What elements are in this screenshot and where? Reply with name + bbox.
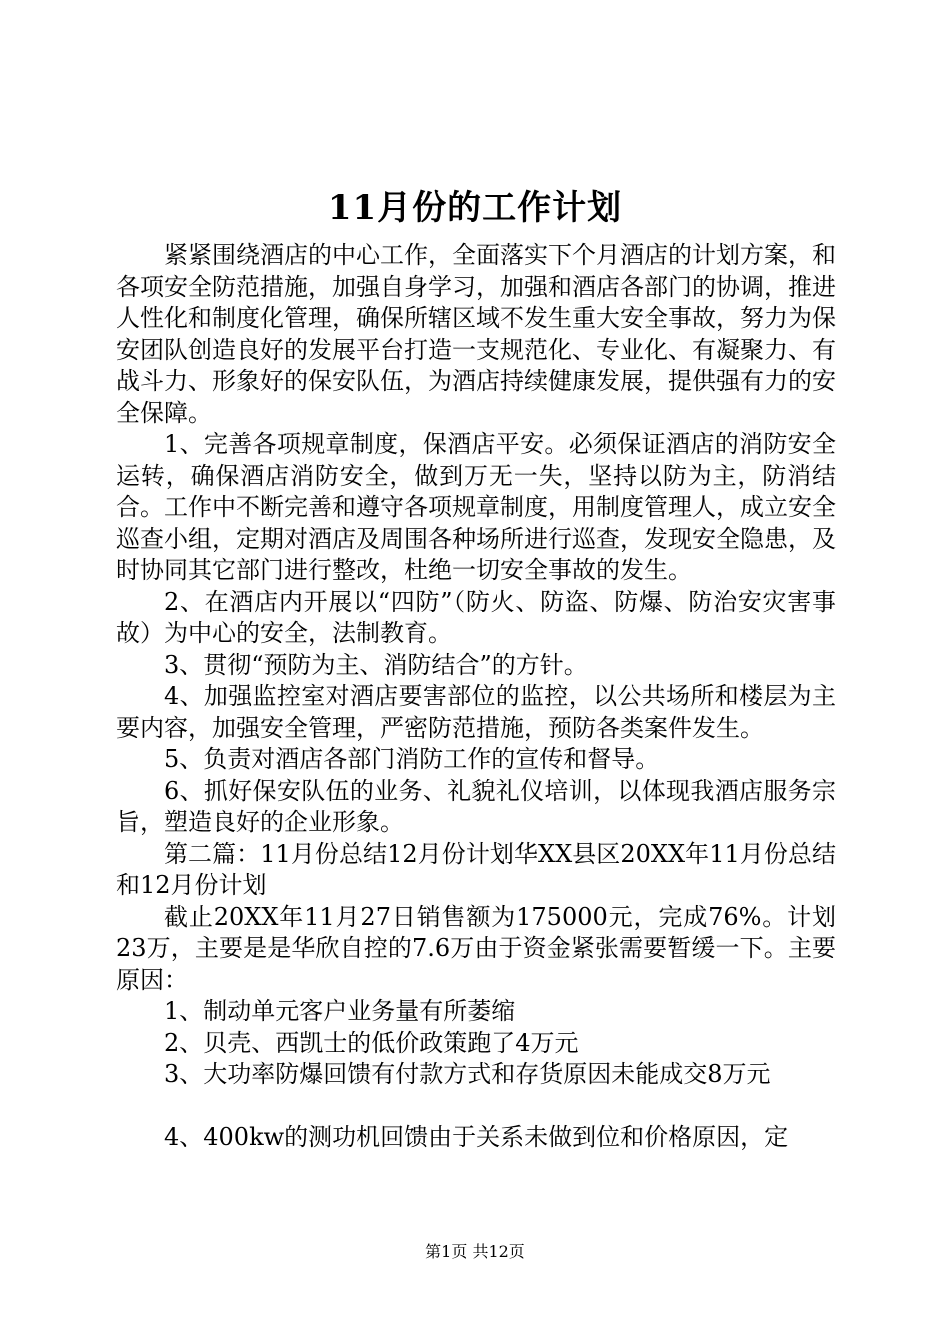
paragraph-second-section-heading: 第二篇：11月份总结12月份计划华XX县区20XX年11月份总结和12月份计划 (116, 839, 836, 899)
document-title: 11月份的工作计划 (327, 188, 623, 228)
paragraph-item-3: 3、贯彻“预防为主、消防结合”的方针。 (164, 650, 588, 679)
page-footer: 第1页 共12页 (425, 1242, 525, 1261)
paragraph-reason-2: 2、贝壳、西凯士的低价政策跑了4万元 (164, 1028, 579, 1057)
paragraph-item-5: 5、负责对酒店各部门消防工作的宣传和督导。 (164, 745, 660, 773)
paragraph-intro: 紧紧围绕酒店的中心工作，全面落实下个月酒店的计划方案，和各项安全防范措施，加强自身学习，加强和酒店各部门的协调，推进人性化和制度化管理，确保所辖区域不发生重大安全事故，努力为保安团队创造良好的发展平台打造一支规范化、专业化、有凝聚力、有战斗力、形象好的保安队伍，为酒店持续健康发展，提供强有力的安全保障。 (116, 241, 836, 427)
paragraph-item-1: 1、完善各项规章制度，保酒店平安。必须保证酒店的消防安全运转，确保酒店消防安全，做到万无一失，坚持以防为主，防消结合。工作中不断完善和遵守各项规章制度，用制度管理人，成立安全巡查小组，定期对酒店及周围各种场所进行巡查，发现安全隐患，及时协同其它部门进行整改，杜绝一切安全事故的发生。 (116, 430, 836, 584)
paragraph-gap (116, 1091, 836, 1122)
document-body (116, 240, 836, 1153)
paragraph-reason-3: 3、大功率防爆回馈有付款方式和存货原因未能成交8万元 (164, 1060, 771, 1088)
paragraph-item-6: 6、抓好保安队伍的业务、礼貌礼仪培训，以体现我酒店服务宗旨，塑造良好的企业形象。 (116, 776, 836, 836)
paragraph-sales-summary: 截止20XX年11月27日销售额为175000元，完成76%。计划23万，主要是是华欣自控的7.6万由于资金紧张需要暂缓一下。主要原因： (116, 902, 836, 994)
paragraph-item-4: 4、加强监控室对酒店要害部位的监控，以公共场所和楼层为主要内容，加强安全管理，严密防范措施，预防各类案件发生。 (116, 682, 836, 742)
paragraph-reason-4: 4、400kw的测功机回馈由于关系未做到位和价格原因，定 (164, 1122, 789, 1151)
paragraph-reason-1: 1、制动单元客户业务量有所萎缩 (164, 997, 516, 1025)
paragraph-item-2: 2、在酒店内开展以“四防”（防火、防盗、防爆、防治安灾害事故）为中心的安全，法制教育。 (116, 587, 836, 647)
